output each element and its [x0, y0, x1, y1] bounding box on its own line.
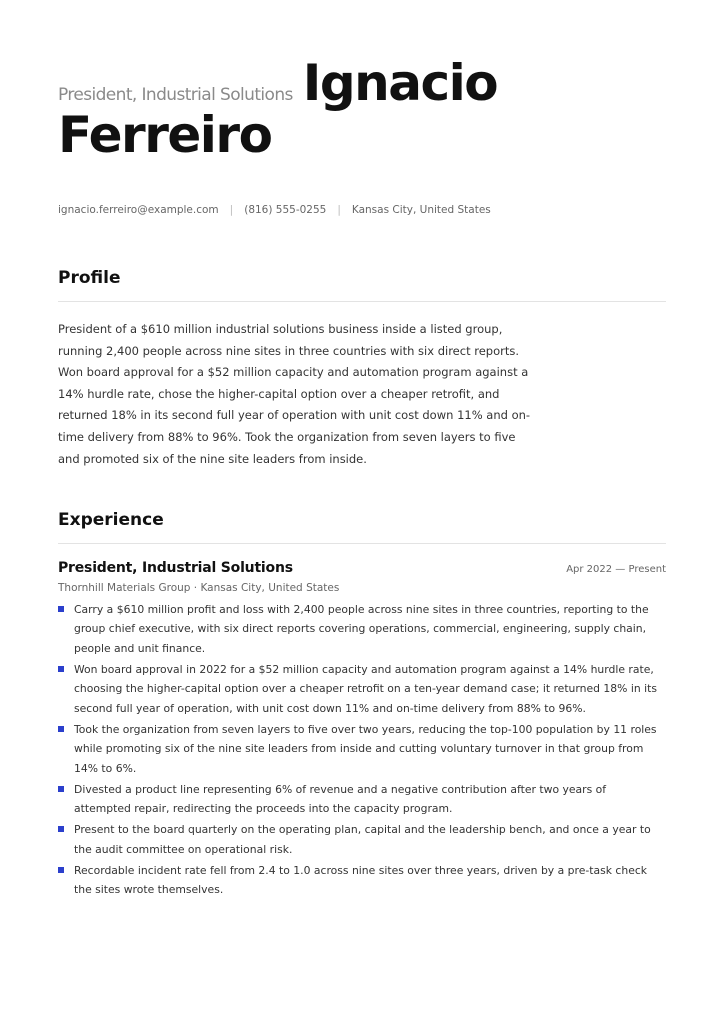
- contact-separator: |: [229, 204, 234, 216]
- bullet-square-icon: [58, 726, 64, 732]
- bullet-text: Took the organization from seven layers to five over two years, reducing the top-100 population by 11 roles while promoting six of the nine site leaders from inside and cutting voluntary turnover in that group from 14% to 6%.: [74, 722, 657, 775]
- bullet-item: [58, 720, 666, 778]
- experience-section: [58, 510, 666, 899]
- job-dates: Apr 2022 — Present: [566, 564, 666, 576]
- contact-email[interactable]: ignacio.ferreiro@example.com: [58, 204, 219, 216]
- bullet-text: Present to the board quarterly on the operating plan, capital and the leadership bench, and once a year to the audit committee on operational risk.: [74, 823, 651, 856]
- profile-text: President of a $610 million industrial solutions business inside a listed group, running 2,400 people across nine sites in three countries with six direct reports. Won board approval for a $52 million capacity and automation program against a 14% hurdle rate, chose the higher-capital option over a cheaper retrofit, and returned 18% in its second full year of operation with unit cost down 11% and on-time delivery from 88% to 96%. Took the organization from seven layers to five and promoted six of the nine site leaders from inside.: [58, 322, 531, 466]
- section-title-experience: Experience: [58, 510, 666, 544]
- bullet-item: [58, 861, 666, 900]
- bullet-item: [58, 820, 666, 859]
- contact-location: Kansas City, United States: [351, 204, 491, 216]
- bullet-text: Recordable incident rate fell from 2.4 to 1.0 across nine sites over three years, driven by a pre-task check the sites wrote themselves.: [74, 864, 648, 897]
- bullet-item: [58, 600, 666, 658]
- job-title: President, Industrial Solutions: [58, 560, 293, 577]
- resume-header: [58, 54, 666, 164]
- bullet-item: [58, 780, 666, 819]
- bullet-square-icon: [58, 826, 64, 832]
- name-first: Ignacio: [302, 54, 498, 112]
- bullet-text: Won board approval in 2022 for a $52 million capacity and automation program against a 14% hurdle rate, choosing the higher-capital option over a cheaper retrofit on a ten-year demand case; it returned 18% in its second full year of operation, with unit cost down 11% and on-time delivery from 88% to 96%.: [74, 663, 657, 715]
- contact-phone[interactable]: (816) 555-0255: [244, 204, 327, 216]
- job-header: [58, 560, 666, 576]
- bullet-item: [58, 660, 666, 718]
- bullet-square-icon: [58, 867, 64, 873]
- job-organization: Thornhill Materials Group · Kansas City, United States: [58, 582, 340, 595]
- job-entry: [58, 560, 666, 899]
- contact-separator: |: [337, 204, 341, 216]
- contact-line: [58, 204, 666, 216]
- profile-section: [58, 268, 666, 470]
- bullet-text: Divested a product line representing 6% of revenue and a negative contribution after two years of attempted repair, redirecting the proceeds into the capacity program.: [74, 782, 607, 816]
- header-role: President, Industrial Solutions: [58, 85, 293, 105]
- header-line: [58, 54, 666, 112]
- bullet-square-icon: [58, 786, 64, 792]
- bullet-text: Carry a $610 million profit and loss with 2,400 people across nine sites in three countries, reporting to the group chief executive, with six direct reports covering operations, commercial, engineering, supply chain, people and unit finance.: [74, 603, 649, 655]
- bullet-square-icon: [58, 606, 64, 612]
- bullet-square-icon: [58, 666, 64, 672]
- job-bullets: [58, 600, 666, 899]
- name-last: Ferreiro: [58, 106, 272, 164]
- section-title-profile: Profile: [58, 268, 666, 302]
